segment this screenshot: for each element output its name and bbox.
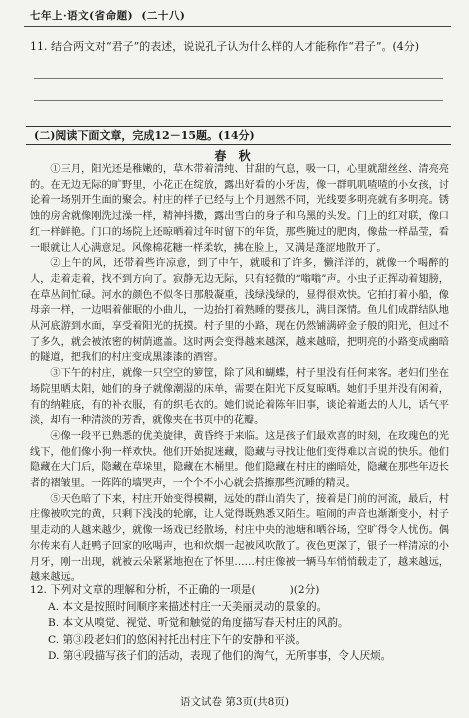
question-12 (30, 582, 449, 665)
page-footer: 语文试卷 第3页(共8页) (180, 696, 289, 708)
paragraph-4: ④像一段平已熟悉的优美旋律，黄昏终于来临。这是孩子们最欢喜的时刻，在玫瑰色的光线下，他们像小狗一样欢快。他们开始捉迷藏，隐藏与寻找让他们变得难以言说的快乐。他们隐藏在大门后，隐藏在草垛里，隐藏在木桶里。他们隐藏在村庄的幽暗处，隐藏在那些年迈长者的褶皱里。一阵阵的墙哭声，一个个不小心就会搭擦那些沉睡的精灵。 (30, 430, 449, 490)
question-11: 11. 结合两文对“君子”的表述，说说孔子认为什么样的人才能称作“君子”。(4分) (30, 40, 420, 53)
option-c: C. 第③段老妇们的悠闲衬托出村庄下午的安静和平淡。 (48, 633, 307, 646)
option-a: A. 本文是按照时间顺序来描述村庄一天美丽灵动的景象的。 (48, 600, 328, 613)
option-d: D. 第④段描写孩子们的活动，表现了他们的淘气，无所事事，令人厌烦。 (48, 650, 392, 662)
paragraph-3: ③下午的村庄，就像一只空空的箩筐，除了风和蝴蝶，村子里没有任何来客。老妇们坐在场院里晒太阳，她们的身子就像潮湿的床单，需要在阳光下反复晾晒。她们手里并没有闲着，有的纳鞋底，有的补衣服，有的织毛衣的。她们说论着陈年旧事，谈论着逝去的人儿，话气平淡，却有一种清淡的芳香，就像夹在书页中的花瓣。 (30, 368, 449, 427)
article-title: 春 秋 (214, 149, 255, 163)
header-rule (24, 26, 451, 27)
paragraph-1: ①三月，阳光还是稚嫩的，草木带着清纯、甘甜的气息，吸一口，心里就甜丝丝、清亮亮的。在无边无际的旷野里，小花正在绽放，露出好看的小牙齿，像一群叽叽喳喳的小女孩，讨论着一场别开生面的聚会。村庄的样子已经与上个月迥然不同，光线要多明亮就有多明亮。锈蚀的房舍就像刚洗过澡一样，精神抖擞，露出雪白的身子和乌黑的头发。门上的红对联，像口红一样鲜艳。门口的场院上还晾晒着过年时留下的年货，那些腌过的肥肉，像盐一样晶莹，看一眼就让人心满意足。风像棉花糖一样柔软，拂在脸上，又满是蓬涩地散开了。 (30, 164, 449, 254)
paragraph-5: ⑤天色暗了下来，村庄开始变得模糊，远处的群山消失了，接着是门前的河流，最后，村庄像被吹完的黄，只剩下浅浅的轮廓，让人觉得既熟悉又陌生。喧闹的声音也渐渐变小，村子里走动的人越来越少，就像一场戏已经散场，村庄中央的池塘和晒谷场，空旷得令人忧伤。偶尔传来有人赶鸭子回家的吆喝声，也和炊烟一起被风吹散了。夜色更深了，银子一样清凉的小月牙，刚一出现，就被云朵紧紧地抱在了怀里……村庄像被一辆马车悄悄载走了，越来越远，越来越远。 (30, 493, 449, 584)
paragraph-2: ②上午的风，还带着些许凉意，到了中午，就暖和了许多，懒洋洋的，就像一个喝醉的人，走着走着，找不到方向了。寂静无边无际，只有轻微的“嗡嗡”声。小虫子正挥动着翅膀，在草丛间忙碌。河水的颜色不似冬日那般凝重，浅绿浅绿的，显得很欢快。它拍打着小船，像母亲一样，一边唱着催眠的小曲儿，一边抬打着熟睡的婴孩儿，满目深情。鱼儿们成群结队地从河底游到水面，享受着阳光的抚摸。村子里的小路，现在仍然铺满碎金子般的阳光，但过不了多久，就会被浓密的树荫遮盖。这时两会变得越来越深，越来越暗，把明亮的小路变成幽暗的隧道，把我们的村庄变成黑漆漆的酒窖。 (30, 258, 449, 364)
exam-header: 七年上·语文(省命题) (二十八) (30, 10, 186, 22)
header-number: (二十八) (141, 10, 186, 22)
article-body (30, 162, 449, 586)
question-12-stem: 12. 下列对文章的理解和分析，不正确的一项是( )(2分) (30, 584, 320, 596)
header-subject: 语文(省命题) (67, 10, 134, 22)
option-b: B. 本文从嗅觉、视觉、听觉和触觉的角度描写春天村庄的风韵。 (48, 617, 349, 629)
answer-line-2[interactable] (34, 100, 443, 101)
section-heading: (二)阅读下面文章，完成12－15题。(14分) (26, 126, 451, 145)
answer-line-1[interactable] (34, 78, 443, 79)
header-grade: 七年上 (30, 10, 63, 22)
